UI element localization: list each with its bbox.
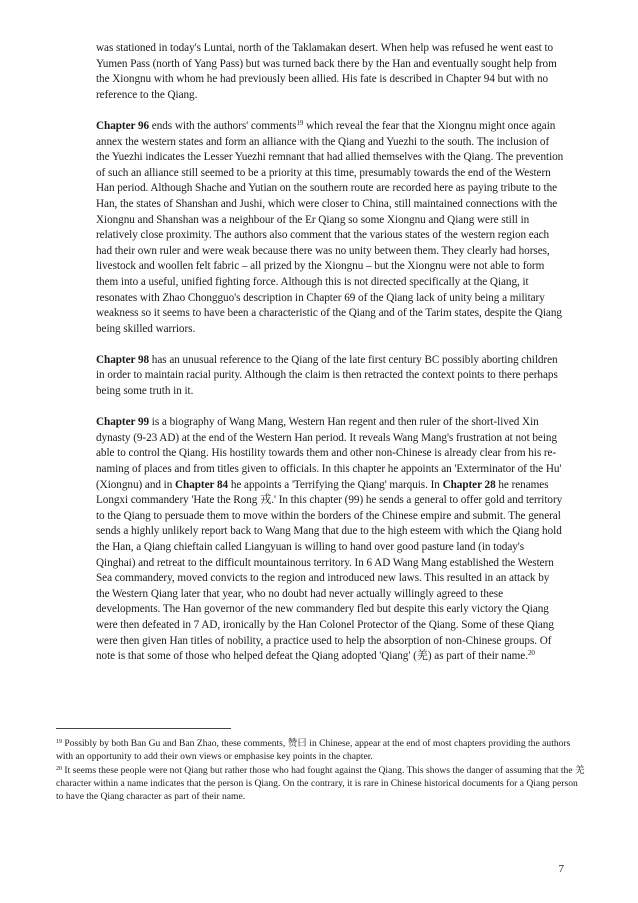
footnote-text: Possibly by both Ban Gu and Ban Zhao, these comments, 赞曰 in Chinese, appear at the end of most chapters providing the authors with an opportunity to add their own views or emphasise key points in the chapter. xyxy=(56,738,571,763)
footnote-number: 20 xyxy=(56,765,62,772)
chapter-heading: Chapter 98 xyxy=(96,353,150,366)
footnote-20 xyxy=(56,764,586,804)
footnote-ref-20[interactable]: 20 xyxy=(527,649,535,658)
footnote-text: It seems these people were not Qiang but rather those who had fought against the Qiang. This shows the danger of assuming that the 羌 character within a name indicates that the person is Qiang. On the contrary, it is rare in Chinese historical documents for a Qiang person to have the Qiang character as part of their name. xyxy=(56,764,585,803)
paragraph-text: has an unusual reference to the Qiang of the late first century BC possibly aborting children in order to maintain racial purity. Although the claim is then retracted the context points to there perhaps being some truth in it. xyxy=(96,353,558,398)
chapter-heading: Chapter 96 xyxy=(96,119,150,132)
main-text xyxy=(96,41,564,680)
paragraph-text: is a biography of Wang Mang, Western Han regent and then ruler of the short-lived Xin dynasty (9-23 AD) at the end of the Western Han period. It reveals Wang Mang's frustration at not being able to control the Qiang. His hostility towards them and other non-Chinese is already clear from his re-naming of places and from titles given to officials. In this chapter he appoints an 'Exterminator of the Hu' (Xiongnu) and in xyxy=(96,416,562,491)
paragraph-text: ends with the authors' comments xyxy=(149,119,297,132)
paragraph-text: he renames Longxi commandery 'Hate the Rong 戎.' In this chapter (99) he sends a general to offer gold and territory to the Qiang to persuade them to move within the borders of the Chinese empire and submit. The general sends a highly unlikely report back to Wang Mang that due to the high esteem with which the Qiang hold the Han, a Qiang chieftain called Liangyuan is willing to hand over good pasture land (in today's Qinghai) and retreat to the difficult mountainous territory. In 6 AD Wang Mang established the Western Sea commandery, moved convicts to the region and introduced new laws. This resulted in an attack by the Western Qiang later that year, who no doubt had never actually willingly agreed to these developments. The Han governor of the new commandery fled but despite this early victory the Qiang were then defeated in 7 AD, ironically by the Han Colonel Protector of the Qiang. Some of these Qiang were then given Han titles of nobility, a practice used to help the absorption of non-Chinese groups. Of note is that some of those who helped defeat the Qiang adopted 'Qiang' (羌) as part of their name. xyxy=(96,478,563,663)
paragraph-text: was stationed in today's Luntai, north of the Taklamakan desert. When help was refused he went east to Yumen Pass (north of Yang Pass) but was turned back there by the Han and eventually sought help from the Xiongnu with whom he had previously been allied. His fate is described in Chapter 94 but with no reference to the Qiang. xyxy=(96,42,557,101)
footnote-ref-19[interactable]: 19 xyxy=(296,118,304,127)
page-number: 7 xyxy=(558,863,564,875)
paragraph-chapter-96 xyxy=(96,119,564,337)
paragraph-text: he appoints a 'Terrifying the Qiang' marquis. In xyxy=(228,478,443,491)
chapter-heading-inline: Chapter 28 xyxy=(442,478,496,491)
chapter-heading: Chapter 99 xyxy=(96,416,150,429)
footnotes xyxy=(56,737,586,803)
footnote-number: 19 xyxy=(56,739,62,745)
chapter-heading-inline: Chapter 84 xyxy=(175,478,229,491)
paragraph-chapter-99 xyxy=(96,415,564,665)
footnote-divider xyxy=(56,728,231,729)
paragraph-1 xyxy=(96,41,564,103)
footnote-19 xyxy=(56,737,586,764)
paragraph-text: which reveal the fear that the Xiongnu might once again annex the western states and form an alliance with the Qiang and Yuezhi to the south. The inclusion of the Yuezhi indicates the Lesser Yuezhi remnant that had allied themselves with the Qiang. The prevention of such an alliance still seemed to be a priority at this time, presumably towards the end of the Western Han period. Although Shache and Yutian on the southern route are recorded here as paying tribute to the Han, the states of Shanshan and Jushi, which were closer to China, still maintained connections with the Xiongnu and Shanshan was a neighbour of the Er Qiang so some Xiongnu and Qiang were still in relatively close proximity. The authors also comment that the various states of the western region each had their own ruler and were weak because there was no unity between them. They clearly had horses, livestock and woollen felt fabric – all prized by the Xiongnu – but the Xiongnu were not able to form them into a useful, unified fighting force. Although this is not directed specifically at the Qiang, it resonates with Zhao Chongguo's description in Chapter 69 of the Qiang lack of unity being a military weakness so it seems to have been a characteristic of the Qiang and of the Tarim states, despite the Qiang being skilled warriors. xyxy=(96,119,564,335)
paragraph-chapter-98 xyxy=(96,353,564,400)
